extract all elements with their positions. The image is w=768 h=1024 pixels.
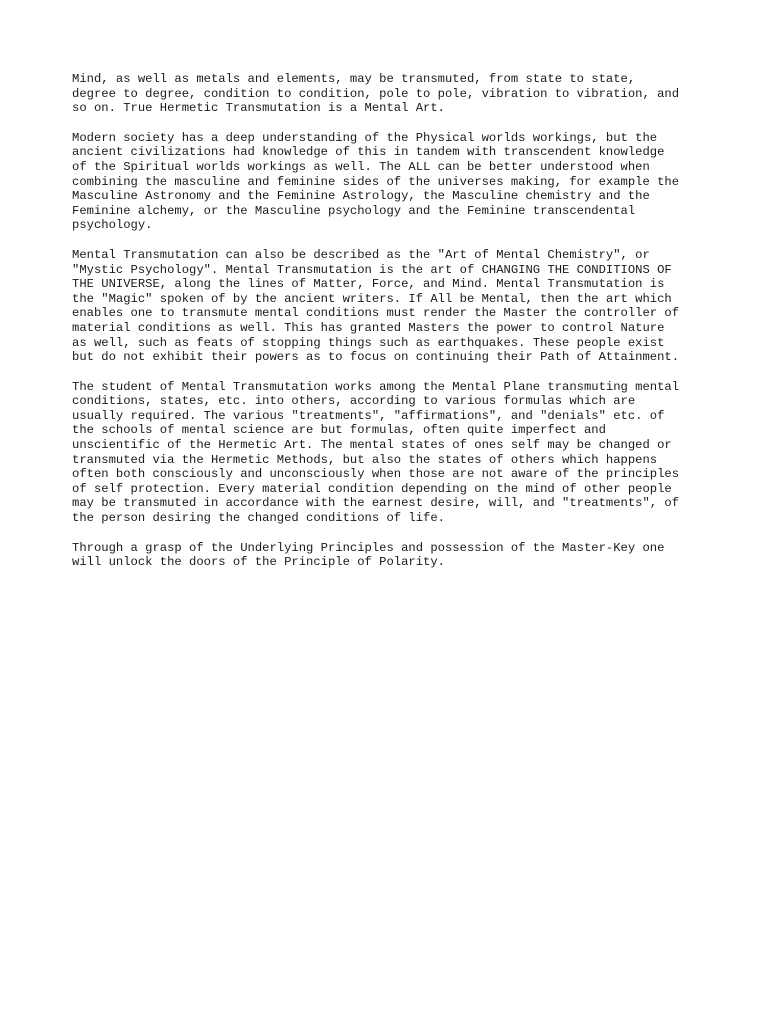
text-line: Through a grasp of the Underlying Principles and possession of the Master-Key one	[72, 540, 665, 555]
text-line: enables one to transmute mental conditions must render the Master the controller of	[72, 306, 680, 321]
paragraph-5	[72, 541, 702, 570]
text-line: ancient civilizations had knowledge of this in tandem with transcendent knowledge	[72, 145, 665, 160]
text-line: often both consciously and unconsciously when those are not aware of the principles	[72, 467, 680, 482]
text-line: material conditions as well. This has granted Masters the power to control Nature	[72, 320, 665, 335]
document-body	[72, 72, 702, 585]
text-line: degree to degree, condition to condition, pole to pole, vibration to vibration, and	[72, 86, 680, 101]
text-line: Masculine Astronomy and the Feminine Astrology, the Masculine chemistry and the	[72, 189, 650, 204]
text-line: Mind, as well as metals and elements, may be transmuted, from state to state,	[72, 72, 636, 86]
text-line: but do not exhibit their powers as to focus on continuing their Path of Attainment.	[72, 350, 680, 365]
text-line: Modern society has a deep understanding of the Physical worlds workings, but the	[72, 130, 658, 145]
text-line: as well, such as feats of stopping things such as earthquakes. These people exist	[72, 335, 665, 350]
text-line: will unlock the doors of the Principle of Polarity.	[72, 555, 445, 570]
text-line: the schools of mental science are but formulas, often quite imperfect and	[72, 423, 606, 438]
text-line: "Mystic Psychology". Mental Transmutation is the art of CHANGING THE CONDITIONS OF	[72, 262, 672, 277]
text-line: the person desiring the changed conditions of life.	[72, 511, 445, 526]
text-line: of self protection. Every material condition depending on the mind of other people	[72, 481, 672, 496]
paragraph-3	[72, 248, 702, 365]
text-line: transmuted via the Hermetic Methods, but also the states of others which happens	[72, 452, 658, 467]
paragraph-4	[72, 380, 702, 526]
text-line: The student of Mental Transmutation works among the Mental Plane transmuting mental	[72, 379, 680, 394]
text-line: conditions, states, etc. into others, according to various formulas which are	[72, 394, 636, 409]
paragraph-1	[72, 72, 702, 116]
text-line: usually required. The various "treatments", "affirmations", and "denials" etc. of	[72, 408, 665, 423]
text-line: unscientific of the Hermetic Art. The mental states of ones self may be changed or	[72, 438, 672, 453]
text-line: THE UNIVERSE, along the lines of Matter, Force, and Mind. Mental Transmutation is	[72, 277, 665, 292]
text-line: the "Magic" spoken of by the ancient writers. If All be Mental, then the art which	[72, 291, 672, 306]
text-line: may be transmuted in accordance with the earnest desire, will, and "treatments", of	[72, 496, 680, 511]
text-line: Mental Transmutation can also be described as the "Art of Mental Chemistry", or	[72, 247, 650, 262]
paragraph-2	[72, 131, 702, 233]
text-line: combining the masculine and feminine sides of the universes making, for example the	[72, 174, 680, 189]
text-line: so on. True Hermetic Transmutation is a Mental Art.	[72, 101, 445, 116]
text-line: psychology.	[72, 218, 153, 233]
text-line: Feminine alchemy, or the Masculine psychology and the Feminine transcendental	[72, 203, 636, 218]
text-line: of the Spiritual worlds workings as well. The ALL can be better understood when	[72, 159, 650, 174]
